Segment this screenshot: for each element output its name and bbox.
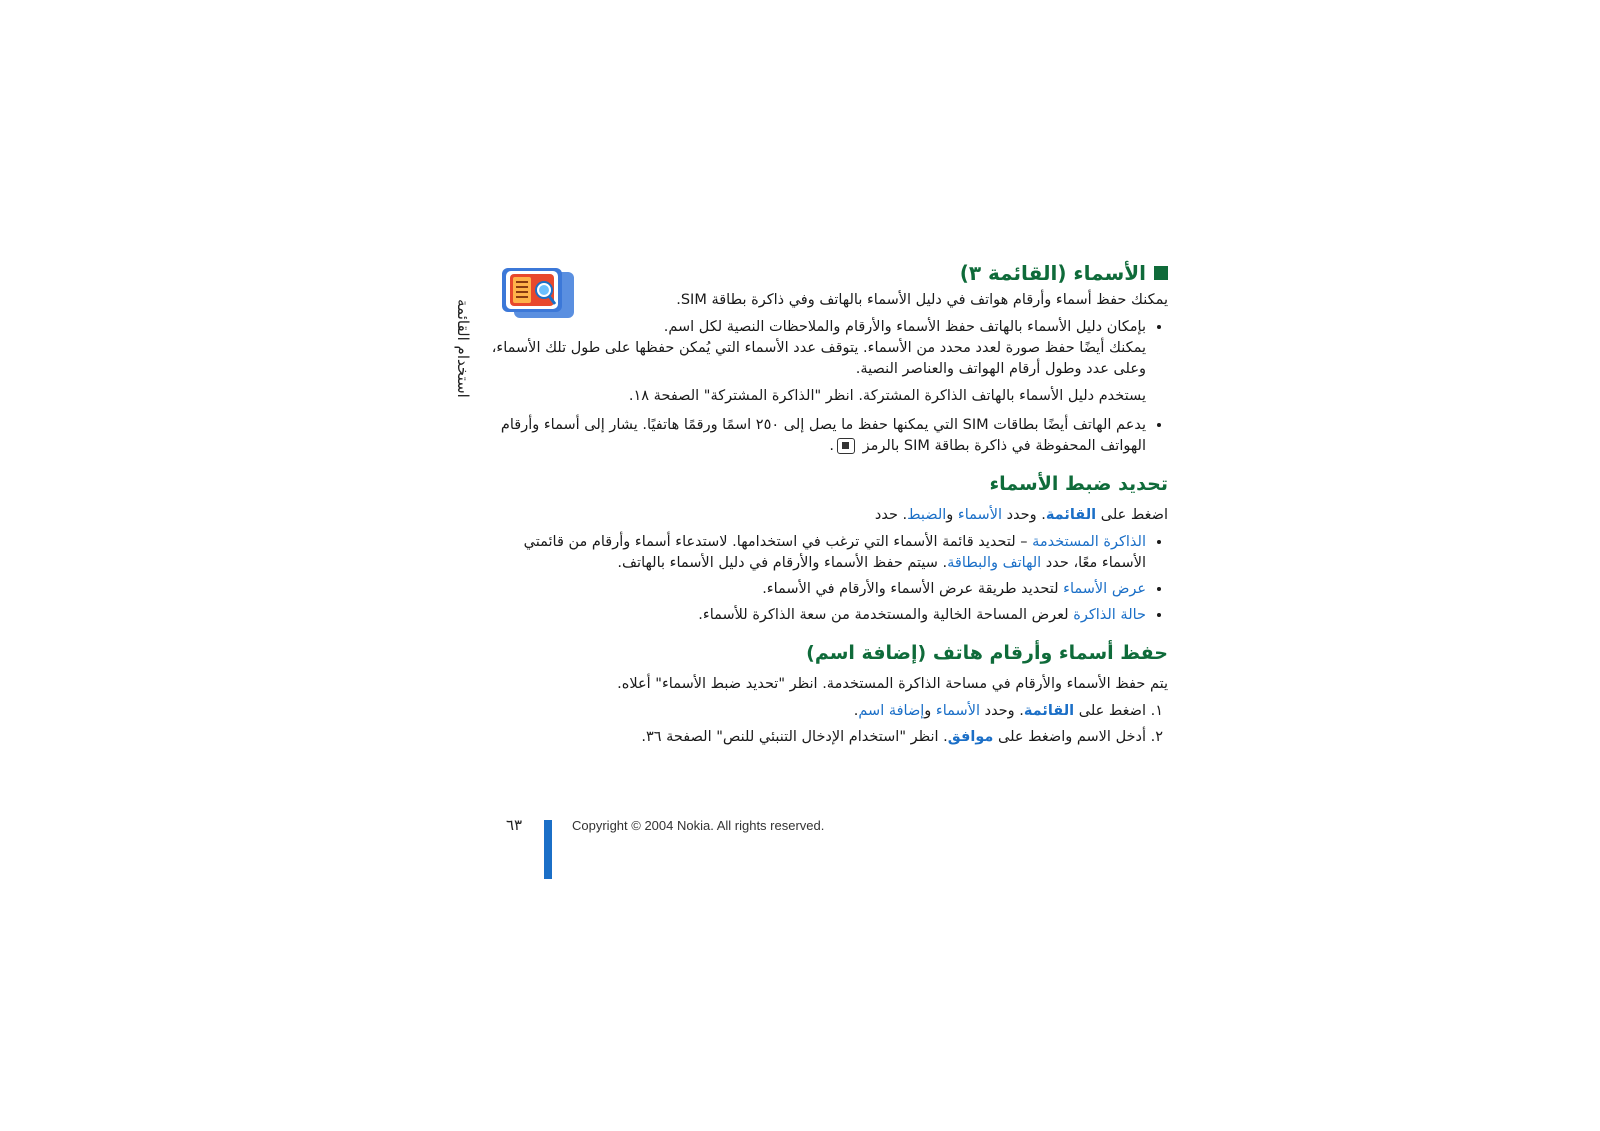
bullet-phone-memory-extra: يمكنك أيضًا حفظ صورة لعدد محدد من الأسماء. يتوقف عدد الأسماء التي يُمكن حفظها على طول تلك الأسماء، وعلى عدد وطول أرقام الهواتف والعناصر النصية. xyxy=(491,340,1146,377)
intro-paragraph: يمكنك حفظ أسماء وأرقام هواتف في دليل الأسماء بالهاتف وفي ذاكرة بطاقة SIM. xyxy=(676,292,1168,308)
phone-and-sim-option: الهاتف والبطاقة xyxy=(947,555,1042,571)
step1-end: . xyxy=(853,703,859,719)
page-number: ٦٣ xyxy=(506,816,523,834)
contacts-view-text: لتحديد طريقة عرض الأسماء والأرقام في الأسماء. xyxy=(762,581,1064,597)
subsection-contact-settings-title: تحديد ضبط الأسماء xyxy=(989,473,1168,495)
side-tab-label: استخدام القائمة xyxy=(454,299,472,398)
settings-item-memory-status xyxy=(490,605,1146,626)
footer-accent-bar xyxy=(544,820,552,879)
instr-mid: . وحدد xyxy=(1006,507,1046,523)
section-title xyxy=(490,260,1168,286)
instr-prefix: اضغط على xyxy=(1100,507,1168,523)
step1-contacts-option: الأسماء xyxy=(935,703,980,719)
step1-menu-keyword: القائمة xyxy=(1023,703,1075,719)
step2-end: . انظر "استخدام الإدخال التنبئي للنص" الصفحة ٣٦. xyxy=(641,729,948,745)
page-content xyxy=(490,260,1168,754)
memory-in-use-option: الذاكرة المستخدمة xyxy=(1032,534,1146,550)
save-names-intro: يتم حفظ الأسماء والأرقام في مساحة الذاكرة المستخدمة. انظر "تحديد ضبط الأسماء" أعلاه. xyxy=(617,676,1168,692)
bullet-phone-memory-text: بإمكان دليل الأسماء بالهاتف حفظ الأسماء والأرقام والملاحظات النصية لكل اسم. xyxy=(663,319,1146,335)
memory-status-text: لعرض المساحة الخالية والمستخدمة من سعة الذاكرة للأسماء. xyxy=(698,607,1074,623)
memory-status-option: حالة الذاكرة xyxy=(1073,607,1146,623)
step1-prefix: اضغط على xyxy=(1078,703,1146,719)
settings-item-contacts-view xyxy=(490,579,1146,600)
settings-list xyxy=(490,532,1168,626)
add-name-option: إضافة اسم xyxy=(858,703,925,719)
bullet-sim-memory-text: يدعم الهاتف أيضًا بطاقات SIM التي يمكنها حفظ ما يصل إلى ٢٥٠ اسمًا ورقمًا هاتفيًا. يشار إلى أسماء وأرقام الهواتف المحفوظة في ذاكرة بطاقة SIM بالرمز xyxy=(500,417,1146,454)
contact-settings-instruction xyxy=(490,505,1168,526)
save-step-1 xyxy=(490,701,1146,722)
sim-card-icon xyxy=(837,438,855,454)
step1-conj: و xyxy=(924,703,932,719)
bullet-phone-memory xyxy=(490,317,1146,380)
settings-option: الضبط xyxy=(907,507,947,523)
bullet-sim-memory: • يدعم الهاتف أيضًا بطاقات SIM التي يمكنها حفظ ما يصل إلى ٢٥٠ اسمًا ورقمًا هاتفيًا. يشار إلى أسماء وأرقام الهواتف المحفوظة في ذاكرة بطاقة SIM بالرمز . xyxy=(490,415,1146,457)
step1-mid: . وحدد xyxy=(984,703,1024,719)
memory-in-use-text-a: – لتحديد قائمة الأسماء التي ترغب في استخدامها. لاستدعاء أسماء وأرقام من قائمتي الأسماء معًا، حدد xyxy=(523,534,1146,571)
step2-prefix: أدخل الاسم واضغط على xyxy=(998,729,1146,745)
save-steps xyxy=(490,701,1168,748)
section-title-text: الأسماء (القائمة ٣) xyxy=(959,261,1146,285)
instr-conj: و xyxy=(946,507,954,523)
ok-keyword: موافق xyxy=(947,729,994,745)
sim-bullets xyxy=(490,415,1168,457)
copyright-notice: Copyright © 2004 Nokia. All rights reserved. xyxy=(572,818,825,833)
menu-keyword: القائمة xyxy=(1045,507,1097,523)
contacts-option: الأسماء xyxy=(957,507,1002,523)
contacts-view-option: عرض الأسماء xyxy=(1063,581,1146,597)
subsection-save-names-title: حفظ أسماء وأرقام هاتف (إضافة اسم) xyxy=(806,642,1168,664)
settings-item-memory-in-use xyxy=(490,532,1146,574)
shared-memory-note: يستخدم دليل الأسماء بالهاتف الذاكرة المشتركة. انظر "الذاكرة المشتركة" الصفحة ١٨. xyxy=(628,388,1146,404)
title-square-icon xyxy=(1154,266,1168,280)
instr-end: . حدد xyxy=(874,507,908,523)
memory-bullets xyxy=(490,317,1168,380)
save-step-2 xyxy=(490,727,1146,748)
memory-in-use-text-b: . سيتم حفظ الأسماء والأرقام في دليل الأسماء بالهاتف. xyxy=(617,555,948,571)
